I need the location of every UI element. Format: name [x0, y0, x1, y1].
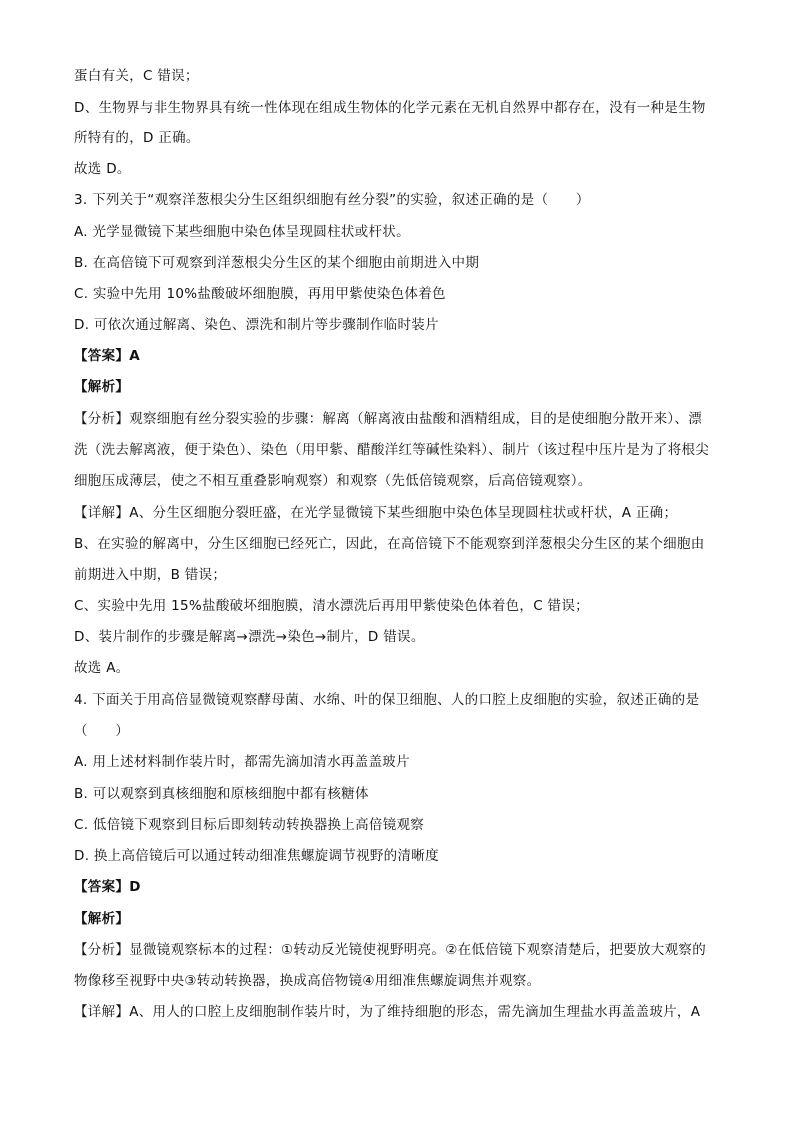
option-b: B. 可以观察到真核细胞和原核细胞中都有核糖体	[74, 786, 369, 802]
analysis-text: 细胞压成薄层，使之不相互重叠影响观察）和观察（先低倍镜观察，后高倍镜观察）。	[74, 473, 592, 489]
analysis-heading: 【解析】	[74, 911, 130, 927]
question-4-stem: （ ）	[74, 723, 130, 739]
detail-text: D、装片制作的步骤是解离→漂洗→染色→制片，D 错误。	[74, 629, 425, 645]
option-c: C. 低倍镜下观察到目标后即刻转动转换器换上高倍镜观察	[74, 817, 425, 833]
detail-text: C、实验中先用 15%盐酸破坏细胞膜，清水漂洗后再用甲紫使染色体着色，C 错误；	[74, 598, 589, 614]
analysis-text: 【分析】显微镜观察标本的过程：①转动反光镜使视野明亮。②在低倍镜下观察清楚后，把要放大观察的	[74, 942, 707, 958]
option-d: D. 可依次通过解离、染色、漂洗和制片等步骤制作临时装片	[74, 317, 439, 333]
text-line: 所特有的，D 正确。	[74, 130, 200, 146]
text-line: D、生物界与非生物界具有统一性体现在组成生物体的化学元素在无机自然界中都存在，没有一种是生物	[74, 100, 706, 116]
analysis-heading: 【解析】	[74, 379, 130, 395]
analysis-text: 洗（洗去解离液，便于染色）、染色（用甲紫、醋酸洋红等碱性染料）、制片（该过程中压片是为了将根尖	[74, 442, 710, 458]
answer-label: 【答案】A	[74, 348, 140, 364]
detail-text: 【详解】A、用人的口腔上皮细胞制作装片时，为了维持细胞的形态，需先滴加生理盐水再盖盖玻片，A	[74, 1004, 701, 1020]
analysis-text: 物像移至视野中央③转动转换器，换成高倍物镜④用细准焦螺旋调焦并观察。	[74, 973, 541, 989]
option-c: C. 实验中先用 10%盐酸破坏细胞膜，再用甲紫使染色体着色	[74, 286, 446, 302]
option-a: A. 用上述材料制作装片时，都需先滴加清水再盖盖玻片	[74, 754, 410, 770]
analysis-text: 【分析】观察细胞有丝分裂实验的步骤：解离（解离液由盐酸和酒精组成，目的是使细胞分散开来）、漂	[74, 411, 703, 427]
detail-text: 【详解】A、分生区细胞分裂旺盛，在光学显微镜下某些细胞中染色体呈现圆柱状或杆状，A 正确；	[74, 505, 678, 521]
conclusion-text: 故选 A。	[74, 660, 130, 676]
text-line: 蛋白有关，C 错误；	[74, 68, 199, 84]
question-3-stem: 3. 下列关于“观察洋葱根尖分生区组织细胞有丝分裂”的实验，叙述正确的是（ ）	[74, 192, 590, 208]
question-4-stem: 4. 下面关于用高倍显微镜观察酵母菌、水绵、叶的保卫细胞、人的口腔上皮细胞的实验，叙述正确的是	[74, 692, 700, 708]
option-b: B. 在高倍镜下可观察到洋葱根尖分生区的某个细胞由前期进入中期	[74, 255, 480, 271]
detail-text: B、在实验的解离中，分生区细胞已经死亡，因此，在高倍镜下不能观察到洋葱根尖分生区的某个细胞由	[74, 536, 705, 552]
answer-label: 【答案】D	[74, 879, 141, 895]
option-d: D. 换上高倍镜后可以通过转动细准焦螺旋调节视野的清晰度	[74, 848, 439, 864]
text-line: 故选 D。	[74, 161, 131, 177]
option-a: A. 光学显微镜下某些细胞中染色体呈现圆柱状或杆状。	[74, 224, 410, 240]
detail-text: 前期进入中期，B 错误；	[74, 567, 227, 583]
